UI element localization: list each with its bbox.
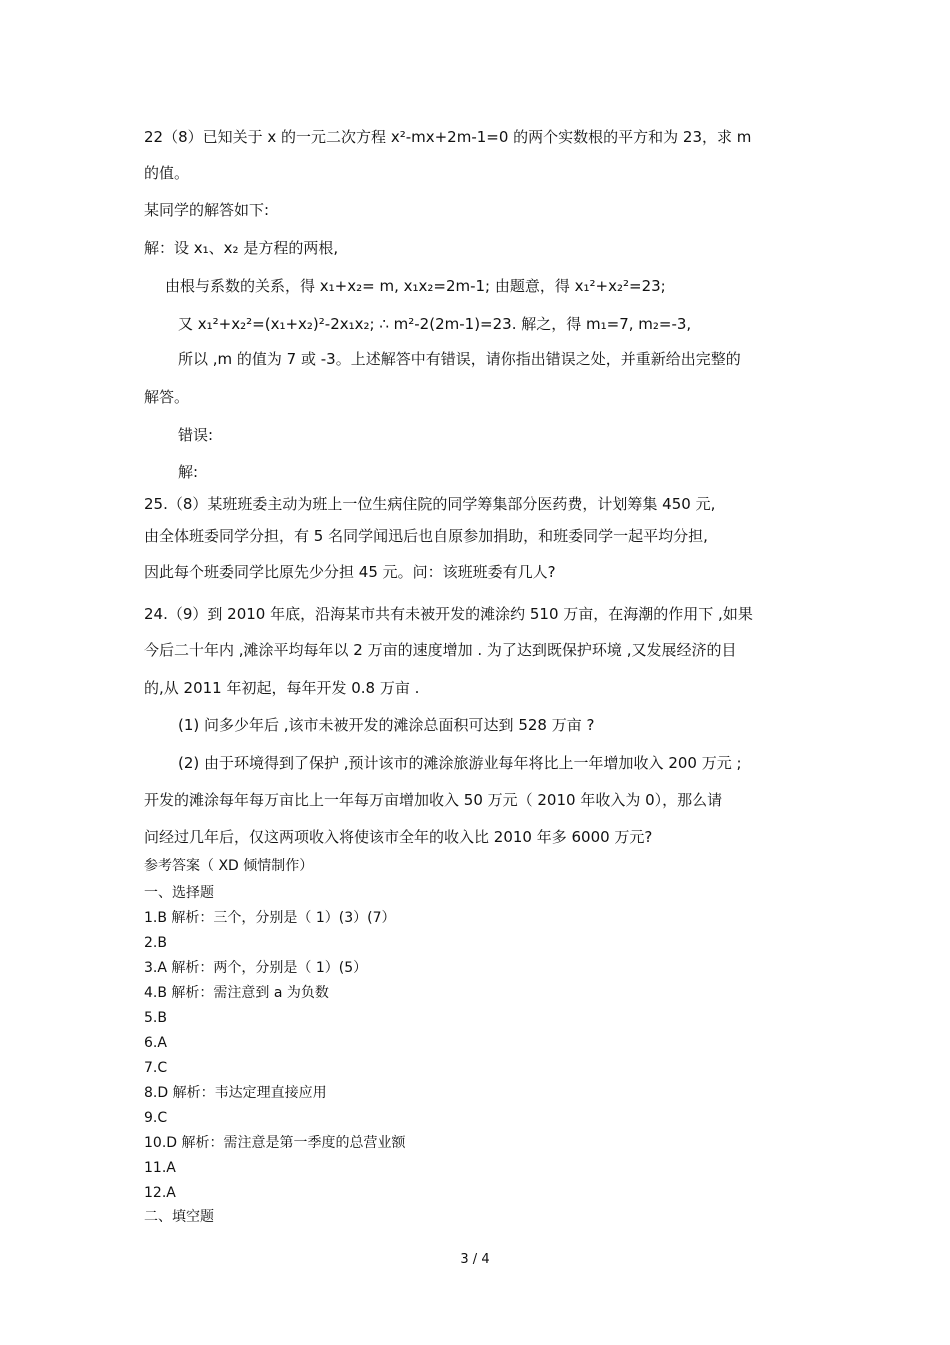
answer-item: 7.C	[144, 1060, 168, 1076]
answer-item: 10.D 解析：需注意是第一季度的总营业额	[144, 1135, 406, 1151]
answer-item: 6.A	[144, 1035, 167, 1051]
q24-part-2-line-2: 开发的滩涂每年每万亩比上一年每万亩增加收入 50 万元（ 2010 年收入为 0），那么请	[144, 791, 723, 809]
q25-line-3: 因此每个班委同学比原先少分担 45 元。问：该班班委有几人?	[144, 563, 556, 581]
answers-section-2: 二、填空题	[144, 1209, 214, 1225]
answer-item: 1.B 解析：三个，分别是（ 1）(3）(7）	[144, 910, 396, 926]
q22-error-label: 错误:	[178, 426, 214, 444]
answer-item: 8.D 解析：韦达定理直接应用	[144, 1085, 327, 1101]
q22-line-6: 又 x₁²+x₂²=(x₁+x₂)²-2x₁x₂; ∴ m²-2(2m-1)=23. 解之，得 m₁=7, m₂=-3,	[178, 315, 692, 333]
answers-section-1: 一、选择题	[144, 885, 214, 901]
answers-title: 参考答案（ XD 倾情制作）	[144, 858, 314, 874]
answer-item: 5.B	[144, 1010, 167, 1026]
q24-line-1: 24.（9）到 2010 年底，沿海某市共有未被开发的滩涂约 510 万亩，在海潮的作用下 ,如果	[144, 605, 753, 623]
q24-line-3: 的,从 2011 年初起，每年开发 0.8 万亩 .	[144, 679, 420, 697]
q22-line-3: 某同学的解答如下:	[144, 201, 270, 219]
q22-line-1: 22（8）已知关于 x 的一元二次方程 x²-mx+2m-1=0 的两个实数根的平方和为 23，求 m	[144, 128, 752, 146]
q25-line-2: 由全体班委同学分担，有 5 名同学闻迅后也自原参加捐助，和班委同学一起平均分担,	[144, 527, 708, 545]
page-number: 3 / 4	[460, 1252, 490, 1267]
q22-line-5: 由根与系数的关系，得 x₁+x₂= m, x₁x₂=2m-1; 由题意，得 x₁²+x₂²=23;	[165, 277, 666, 295]
answer-item: 3.A 解析：两个，分别是（ 1）(5）	[144, 960, 368, 976]
q25-line-1: 25.（8）某班班委主动为班上一位生病住院的同学筹集部分医药费，计划筹集 450 元,	[144, 495, 716, 513]
answer-item: 2.B	[144, 935, 167, 951]
answer-item: 12.A	[144, 1185, 176, 1201]
q22-line-2: 的值。	[144, 164, 190, 182]
answer-item: 11.A	[144, 1160, 176, 1176]
q22-line-7: 所以 ,m 的值为 7 或 -3。上述解答中有错误，请你指出错误之处，并重新给出完整的	[178, 350, 741, 368]
answer-item: 4.B 解析：需注意到 a 为负数	[144, 985, 329, 1001]
q24-part-2-line-3: 问经过几年后，仅这两项收入将使该市全年的收入比 2010 年多 6000 万元?	[144, 828, 653, 846]
q22-solution-label: 解:	[178, 463, 199, 481]
q24-line-2: 今后二十年内 ,滩涂平均每年以 2 万亩的速度增加 . 为了达到既保护环境 ,又发展经济的目	[144, 641, 737, 659]
q22-line-4: 解：设 x₁、x₂ 是方程的两根,	[144, 239, 339, 257]
answer-item: 9.C	[144, 1110, 168, 1126]
q24-part-1: (1) 问多少年后 ,该市未被开发的滩涂总面积可达到 528 万亩 ?	[178, 716, 595, 734]
q22-line-8: 解答。	[144, 388, 190, 406]
q24-part-2-line-1: (2) 由于环境得到了保护 ,预计该市的滩涂旅游业每年将比上一年增加收入 200 万元 ;	[178, 754, 742, 772]
